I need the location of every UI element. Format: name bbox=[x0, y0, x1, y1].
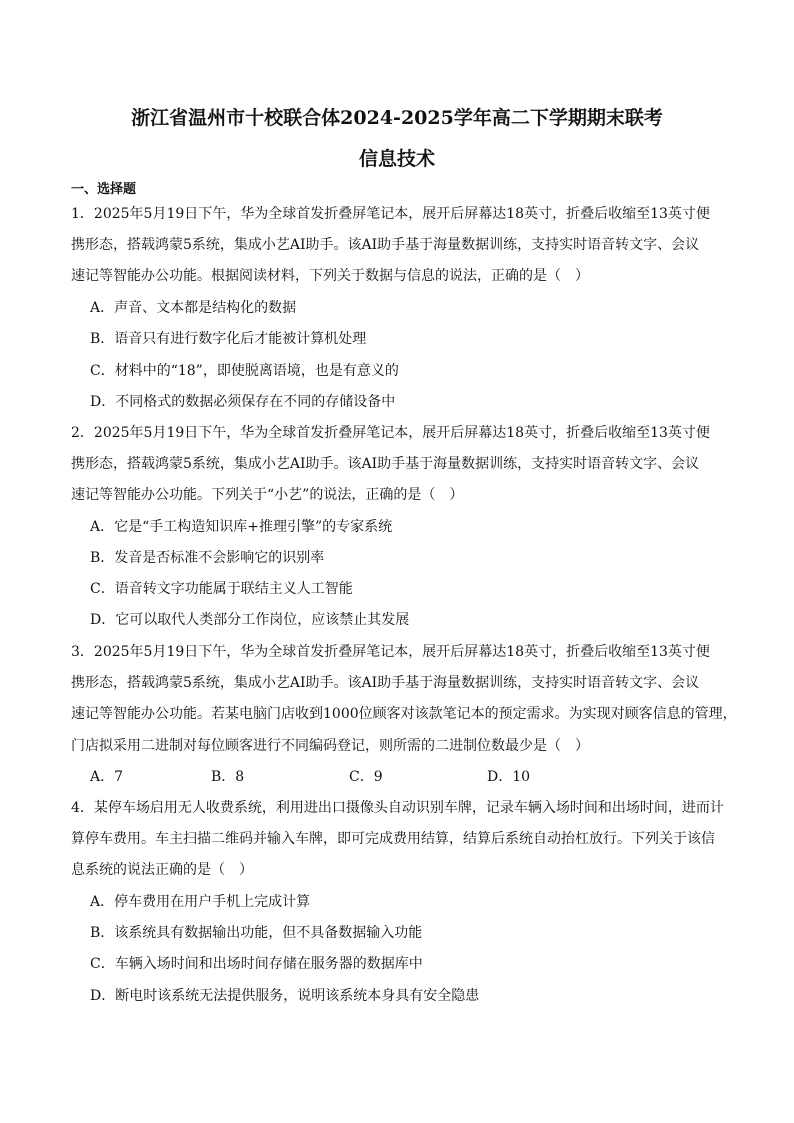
question-4-option-a: A．停车费用在用户手机上完成计算 bbox=[90, 894, 311, 910]
question-2-stem-line-2: 携形态，搭载鸿蒙5系统，集成小艺AI助手。该AI助手基于海量数据训练，支持实时语音转文字、会议 bbox=[71, 456, 700, 472]
question-2-stem-line-3: 速记等智能办公功能。下列关于“小艺”的说法，正确的是（ ） bbox=[71, 487, 464, 503]
question-4-option-b: B．该系统具有数据输出功能，但不具备数据输入功能 bbox=[90, 925, 423, 941]
document-title: 浙江省温州市十校联合体2024-2025学年高二下学期期末联考 bbox=[131, 107, 663, 129]
question-2-option-b: B．发音是否标准不会影响它的识别率 bbox=[90, 550, 325, 566]
question-4-stem-line-2: 算停车费用。车主扫描二维码并输入车牌，即可完成费用结算，结算后系统自动抬杠放行。下列关于该信 bbox=[71, 831, 715, 847]
question-3-stem-line-3: 速记等智能办公功能。若某电脑门店收到1000位顾客对该款笔记本的预定需求。为实现对顾客信息的管理， bbox=[71, 706, 737, 722]
question-3-option-b: B．8 bbox=[211, 769, 245, 785]
question-3-stem-line-2: 携形态，搭载鸿蒙5系统，集成小艺AI助手。该AI助手基于海量数据训练，支持实时语音转文字、会议 bbox=[71, 675, 700, 691]
question-2-option-c: C．语音转文字功能属于联结主义人工智能 bbox=[90, 581, 353, 597]
question-2-option-a: A．它是“手工构造知识库+推理引擎”的专家系统 bbox=[90, 519, 393, 535]
section-heading: 一、选择题 bbox=[71, 182, 137, 197]
question-3-stem-line-1: 3．2025年5月19日下午，华为全球首发折叠屏笔记本，展开后屏幕达18英寸，折叠后收缩至13英寸便 bbox=[71, 644, 710, 660]
question-1-option-b: B．语音只有进行数字化后才能被计算机处理 bbox=[90, 331, 367, 347]
question-1-stem-line-1: 1．2025年5月19日下午，华为全球首发折叠屏笔记本，展开后屏幕达18英寸，折叠后收缩至13英寸便 bbox=[71, 206, 710, 222]
question-1-stem-line-3: 速记等智能办公功能。根据阅读材料，下列关于数据与信息的说法，正确的是（ ） bbox=[71, 268, 589, 284]
question-4-option-d: D．断电时该系统无法提供服务，说明该系统本身具有安全隐患 bbox=[90, 988, 480, 1004]
question-4-stem-line-3: 息系统的说法正确的是（ ） bbox=[71, 862, 253, 878]
question-1-option-a: A．声音、文本都是结构化的数据 bbox=[90, 300, 297, 316]
question-3-option-a: A．7 bbox=[90, 769, 124, 785]
question-3-option-c: C．9 bbox=[349, 769, 383, 785]
question-1-option-d: D．不同格式的数据必须保存在不同的存储设备中 bbox=[90, 394, 396, 410]
question-1-option-c: C．材料中的“18”，即使脱离语境，也是有意义的 bbox=[90, 363, 399, 379]
question-3-stem-line-4: 门店拟采用二进制对每位顾客进行不同编码登记，则所需的二进制位数最少是（ ） bbox=[71, 738, 589, 754]
question-3-option-d: D．10 bbox=[487, 769, 531, 785]
question-4-stem-line-1: 4．某停车场启用无人收费系统，利用进出口摄像头自动识别车牌，记录车辆入场时间和出场时间，进而计 bbox=[71, 800, 724, 816]
document-subtitle: 信息技术 bbox=[358, 148, 435, 170]
question-1-stem-line-2: 携形态，搭载鸿蒙5系统，集成小艺AI助手。该AI助手基于海量数据训练，支持实时语音转文字、会议 bbox=[71, 237, 700, 253]
question-2-stem-line-1: 2．2025年5月19日下午，华为全球首发折叠屏笔记本，展开后屏幕达18英寸，折叠后收缩至13英寸便 bbox=[71, 425, 710, 441]
question-2-option-d: D．它可以取代人类部分工作岗位，应该禁止其发展 bbox=[90, 612, 410, 628]
question-4-option-c: C．车辆入场时间和出场时间存储在服务器的数据库中 bbox=[90, 956, 423, 972]
